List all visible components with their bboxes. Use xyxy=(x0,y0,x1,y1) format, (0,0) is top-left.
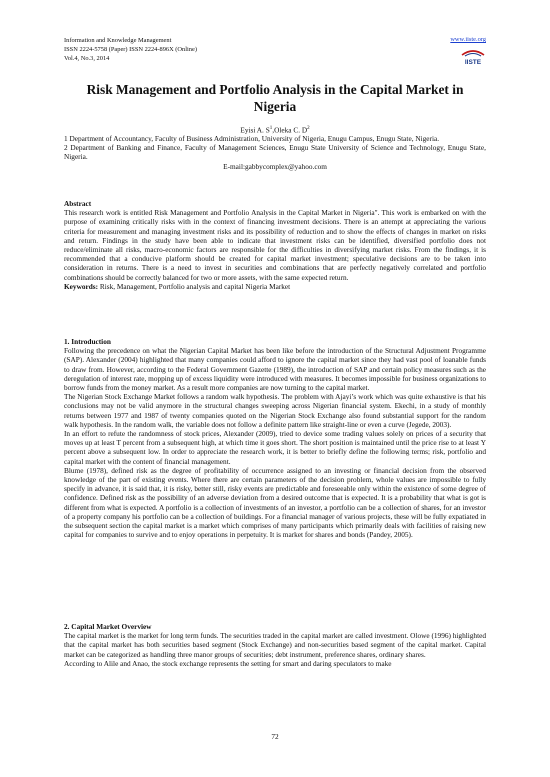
logo-text: IISTE xyxy=(464,59,482,66)
capital-market-section xyxy=(64,622,486,668)
introduction-heading: 1. Introduction xyxy=(64,337,111,346)
volume: Vol.4, No.3, 2014 xyxy=(64,55,110,62)
abstract-section xyxy=(64,199,486,291)
abstract-heading: Abstract xyxy=(64,199,92,208)
author-2: ,Oleka C. D xyxy=(272,125,308,135)
email: E-mail:gabbycomplex@yahoo.com xyxy=(223,161,327,171)
intro-paragraph: Following the precedence on what the Nigerian Capital Market has been like before the introduction of the Structural Adjustment Programme (SAP). Alexander (2004) highlighted that many companies could afford to ignore the capital market since they had vast pool of loanable funds to draw from. However, according to the Federal Government Gazette (1989), the introduction of SAP and certain policy measures such as the deregulation of interest rate, mopping up of excess liquidity were introduced with measures. It becomes impossible for business organizations to borrow funds from the money market. As a result more companies are now turning to the capital market. xyxy=(64,346,486,393)
intro-paragraph: In an effort to refute the randomness of stock prices, Alexander (2009), tried to device some trading values solely on prices of a security that moves up at least T percent from a subsequent high, at which time it goes short. The short position is maintained until the price rise to at least Y percent above a subsequent low. In order to appreciate the research work, it is better to briefly define the following terms; risk, portfolio and capital market with the content of financial management. xyxy=(64,429,486,466)
running-header xyxy=(64,36,197,63)
keywords-label: Keywords: xyxy=(64,281,99,291)
intro-paragraph: The Nigerian Stock Exchange Market follows a random walk hypothesis. The problem with Ajayi’s work which was quite exhaustive is that his conclusions may not be valid anymore in the structural changes sweeping across Nigerian financial system. Ekechi, in a study of monthly returns between 1977 and 1987 of twenty companies quoted on the Nigerian Stock Exchange also found substantial support for the random walk hypothesis. In the random walk, the variable does not follow a definite pattern like straight-line or even a curve (Jegede, 2003). xyxy=(64,392,486,429)
introduction-section xyxy=(64,337,486,539)
author-2-sup: 2 xyxy=(307,126,310,131)
affiliation-1: 1 Department of Accountancy, Faculty of Business Administration, University of Nigeria, Enugu Campus, Enugu State, Nigeria. xyxy=(64,134,440,143)
journal-name: Information and Knowledge Management xyxy=(64,37,172,44)
intro-paragraph: Blume (1978), defined risk as the degree of profitability of occurrence assigned to an investing or financial decision from the observed knowledge of the part of existing events. Where there are certain parameters of the decision problem, whole values are impossible to fully specify in advance, it is said that, it is risky, better still, risky events are predictable and foreseeable only within the existence of some degree of confidence. Defined risk as the possibility of an adverse deviation from a desired outcome that is expected. It is a probability that what is got is different from what is expected. A portfolio is a collection of investments of an investor, a portfolio can be a collection of shares, for an investor of a property company his portfolio can be a collection of buildings. For a financial manager of various projects, these will be fully expatiated in the subsequent section the capital market is a market which comprises of many participants which primarily deals with facilities of raising new capital for companies to survive and to enjoy operations in perpetuity. It is market for shares and bonds (Pandey, 2005). xyxy=(64,465,486,540)
journal-url-link[interactable]: www.iiste.org xyxy=(450,36,486,43)
keywords-text: Risk, Management, Portfolio analysis and capital Nigeria Market xyxy=(99,281,291,291)
abstract-text: This research work is entitled Risk Management and Portfolio Analysis in the Capital Market in Nigeria". This work is embarked on with the purpose of examining critically risks with in the context of financing investment decisions. There is an attempt at appreciating the various criteria for measurement and managing investment risks and its possibility of reduction and to show the effects of changes in market on risks and return. Findings in the study have been able to indicate that investment risks can be identified, diversified portfolio does not reduce/eliminate all risks, macro-economic factors are responsible for the difficulties in diversifying market risks. From the findings, it is recommended that a conducive platform should be created for capital market investment; speculative decisions are to be taken into consideration in returns. There is a need to invest in securities and combinations that are perfectly negatively correlated and portfolio combinations should be correctly balanced for two or more assets, with the same expected return. xyxy=(64,208,486,282)
author-1-sup: 1 xyxy=(269,126,273,131)
issn: ISSN 2224-5758 (Paper) ISSN 2224-896X (Online) xyxy=(64,46,197,53)
affiliation-2: 2 Department of Banking and Finance, Faculty of Management Sciences, Enugu State University of Science and Technology, Enugu State, Nigeria. xyxy=(64,143,486,162)
capital-market-heading: 2. Capital Market Overview xyxy=(64,622,152,631)
overview-paragraph: According to Alile and Anao, the stock exchange represents the setting for smart and daring speculators to make xyxy=(64,658,392,668)
paper-title: Risk Management and Portfolio Analysis in the Capital Market in Nigeria xyxy=(86,82,464,114)
author-1: Eyisi A. S xyxy=(240,125,270,135)
overview-paragraph: The capital market is the market for long term funds. The securities traded in the capital market are called investment. Olowe (1996) highlighted that the capital market has both securities based segment (Stock Exchange) and non-securities based segment of the capital market. Capital market can be categorized as handling three manor groups of securities; debt instrument, preference shares, ordinary shares. xyxy=(64,631,486,659)
iiste-logo xyxy=(460,46,486,66)
affiliations xyxy=(64,134,486,171)
keywords xyxy=(64,282,486,291)
page-number: 72 xyxy=(271,732,279,741)
